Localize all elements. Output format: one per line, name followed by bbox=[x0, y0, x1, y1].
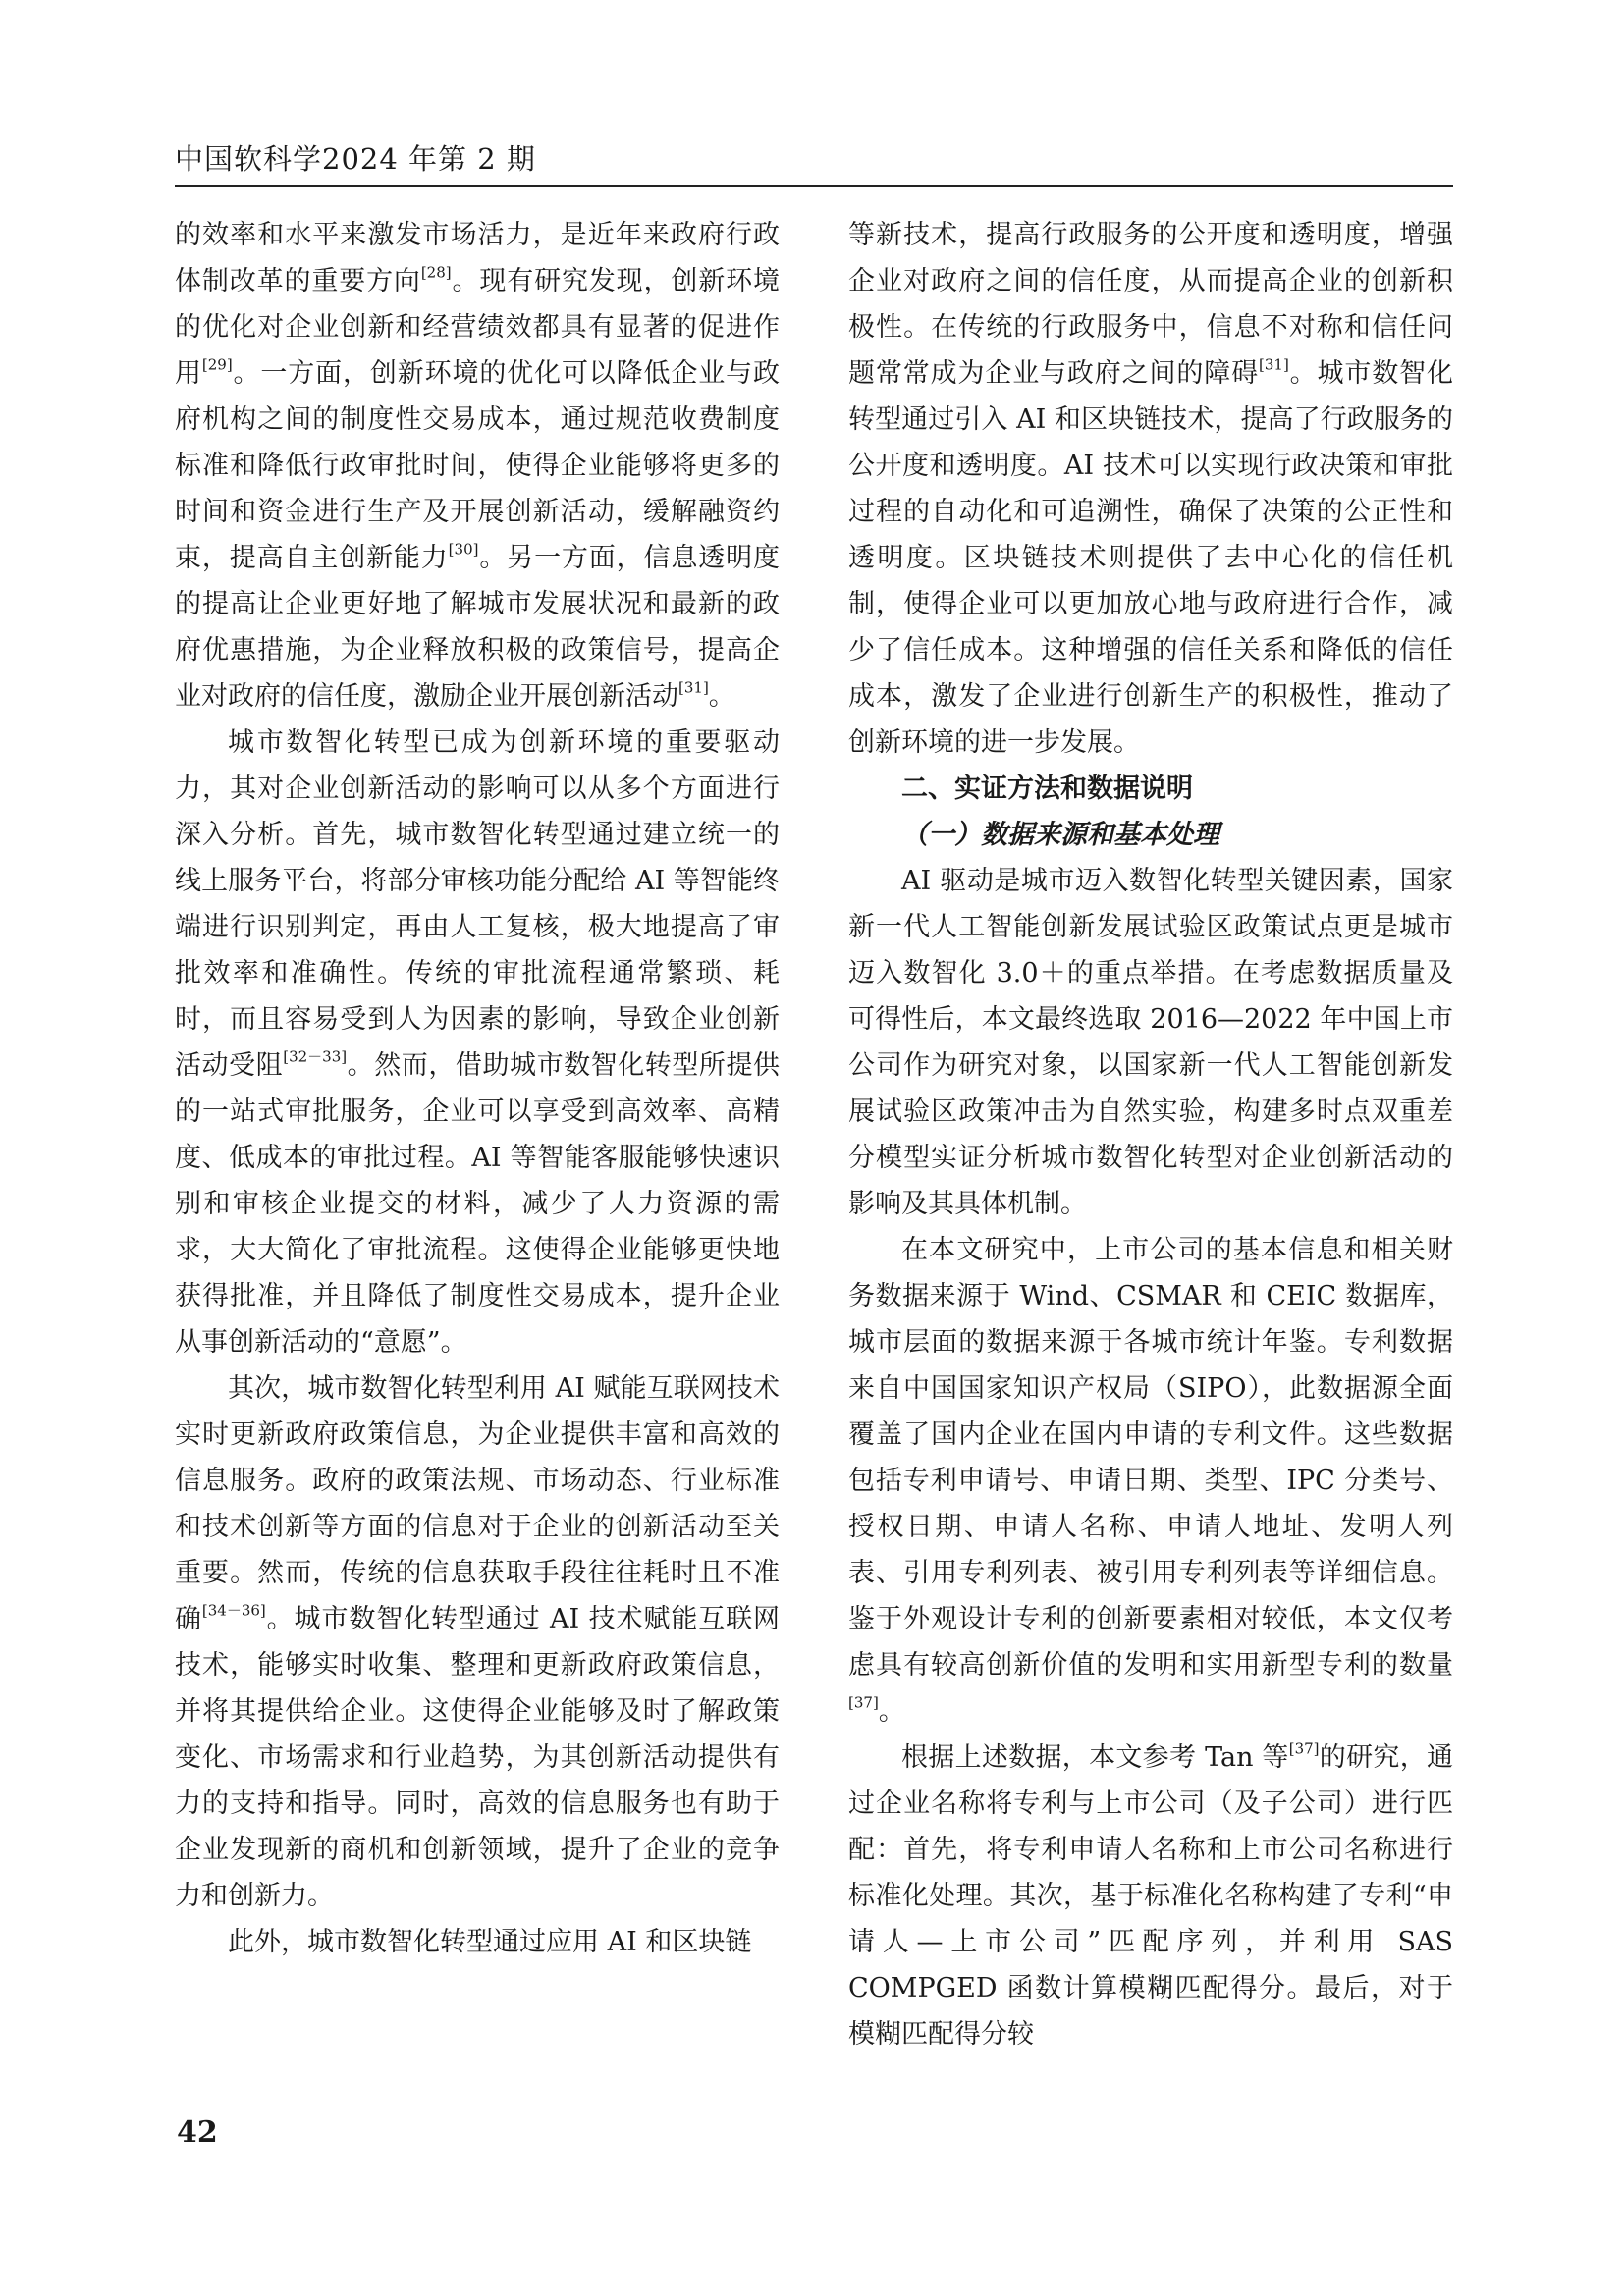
paragraph-text: 城市数智化转型已成为创新环境的重要驱动力，其对企业创新活动的影响可以从多个方面进行深入分析。首先，城市数智化转型通过建立统一的线上服务平台，将部分审核功能分配给 AI 等智能终端进行识别判定，再由人工复核，极大地提高了审批效率和准确性。传统的审批流程通常繁琐、耗时，而且容易受到人为因素的影响，导致企业创新活动受阻 bbox=[175, 727, 780, 1081]
body-paragraph bbox=[848, 1735, 1453, 2057]
paragraph-text: 。 bbox=[708, 681, 735, 712]
paragraph-text: 。城市数智化转型通过 AI 技术赋能互联网技术，能够实时收集、整理和更新政府政策信息，并将其提供给企业。这使得企业能够及时了解政策变化、市场需求和行业趋势，为其创新活动提供有力的支持和指导。同时，高效的信息服务也有助于企业发现新的商机和创新领域，提升了企业的竞争力和创新力。 bbox=[175, 1604, 780, 1911]
paragraph-text: 在本文研究中，上市公司的基本信息和相关财务数据来源于 Wind、CSMAR 和 CEIC 数据库，城市层面的数据来源于各城市统计年鉴。专利数据来自中国国家知识产权局（SIPO），此数据源全面覆盖了国内企业在国内申请的专利文件。这些数据包括专利申请号、申请日期、类型、IPC 分类号、授权日期、申请人名称、申请人地址、发明人列表、引用专利列表、被引用专利列表等详细信息。鉴于外观设计专利的创新要素相对较低，本文仅考虑具有较高创新价值的发明和实用新型专利的数量 bbox=[848, 1235, 1453, 1681]
citation-ref: [29] bbox=[201, 355, 233, 374]
section-heading: 二、实证方法和数据说明 bbox=[901, 774, 1193, 804]
citation-ref: [31] bbox=[678, 678, 709, 697]
body-paragraph bbox=[175, 1365, 780, 1919]
paragraph-text: 的效率和水平来激发市场活力，是近年来政府行政体制改革的重要方向 bbox=[175, 220, 780, 296]
paragraph-text: 此外，城市数智化转型通过应用 AI 和区块链 bbox=[228, 1927, 752, 1957]
body-paragraph bbox=[175, 720, 780, 1365]
paragraph-text: 。现有研究发现，创新环境的优化对企业创新和经营绩效都具有显著的促进作用 bbox=[175, 266, 781, 389]
citation-ref: [32－33] bbox=[283, 1047, 348, 1066]
paragraph-text: 。一方面，创新环境的优化可以降低企业与政府机构之间的制度性交易成本，通过规范收费制度标准和降低行政审批时间，使得企业能够将更多的时间和资金进行生产及开展创新活动，缓解融资约束，提高自主创新能力 bbox=[175, 358, 781, 573]
paragraph-text: 。另一方面，信息透明度的提高让企业更好地了解城市发展状况和最新的政府优惠措施，为企业释放积极的政策信号，提高企业对政府的信任度，激励企业开展创新活动 bbox=[175, 543, 781, 712]
body-paragraph bbox=[848, 212, 1453, 766]
subsection-heading: （一）数据来源和基本处理 bbox=[901, 820, 1219, 850]
citation-ref: [31] bbox=[1259, 355, 1289, 374]
citation-ref: [28] bbox=[420, 263, 452, 282]
running-header: 中国软科学2024 年第 2 期 bbox=[175, 142, 536, 176]
paragraph-text: 。城市数智化转型通过引入 AI 和区块链技术，提高了行政服务的公开度和透明度。AI 技术可以实现行政决策和审批过程的自动化和可追溯性，确保了决策的公正性和透明度。区块链技术则提供了去中心化的信任机制，使得企业可以更加放心地与政府进行合作，减少了信任成本。这种增强的信任关系和降低的信任成本，激发了企业进行创新生产的积极性，推动了创新环境的进一步发展。 bbox=[848, 358, 1454, 758]
body-paragraph bbox=[175, 212, 780, 720]
right-column bbox=[848, 212, 1453, 2057]
header-rule bbox=[175, 185, 1453, 187]
paragraph-text: 根据上述数据，本文参考 Tan 等 bbox=[901, 1742, 1289, 1773]
paragraph-text: AI 驱动是城市迈入数智化转型关键因素，国家新一代人工智能创新发展试验区政策试点更是城市迈入数智化 3.0＋的重点举措。在考虑数据质量及可得性后，本文最终选取 2016—2022 年中国上市公司作为研究对象，以国家新一代人工智能创新发展试验区政策冲击为自然实验，构建多时点双重差分模型实证分析城市数智化转型对企业创新活动的影响及其具体机制。 bbox=[848, 866, 1453, 1219]
paragraph-text: 。 bbox=[878, 1696, 905, 1727]
body-paragraph bbox=[175, 1919, 780, 1965]
paragraph-text: 等新技术，提高行政服务的公开度和透明度，增强企业对政府之间的信任度，从而提高企业的创新积极性。在传统的行政服务中，信息不对称和信任问题常常成为企业与政府之间的障碍 bbox=[848, 220, 1453, 389]
citation-ref: [34－36] bbox=[201, 1601, 266, 1620]
left-column bbox=[175, 212, 780, 1965]
body-paragraph bbox=[848, 1227, 1453, 1735]
page-number: 42 bbox=[177, 2115, 218, 2150]
citation-ref: [37] bbox=[848, 1693, 879, 1712]
citation-ref: [30] bbox=[448, 540, 479, 559]
body-paragraph bbox=[848, 858, 1453, 1227]
paragraph-text: 其次，城市数智化转型利用 AI 赋能互联网技术实时更新政府政策信息，为企业提供丰富和高效的信息服务。政府的政策法规、市场动态、行业标准和技术创新等方面的信息对于企业的创新活动至关重要。然而，传统的信息获取手段往往耗时且不准确 bbox=[175, 1373, 780, 1634]
paragraph-text: 。然而，借助城市数智化转型所提供的一站式审批服务，企业可以享受到高效率、高精度、低成本的审批过程。AI 等智能客服能够快速识别和审核企业提交的材料，减少了人力资源的需求，大大简化了审批流程。这使得企业能够更快地获得批准，并且降低了制度性交易成本，提升企业从事创新活动的“意愿”。 bbox=[175, 1050, 781, 1358]
citation-ref: [37] bbox=[1288, 1739, 1320, 1758]
paragraph-text: 的研究，通过企业名称将专利与上市公司（及子公司）进行匹配：首先，将专利申请人名称和上市公司名称进行标准化处理。其次，基于标准化名称构建了专利“申请人—上市公司”匹配序列，并利用 SAS COMPGED 函数计算模糊匹配得分。最后，对于模糊匹配得分较 bbox=[848, 1742, 1453, 2050]
